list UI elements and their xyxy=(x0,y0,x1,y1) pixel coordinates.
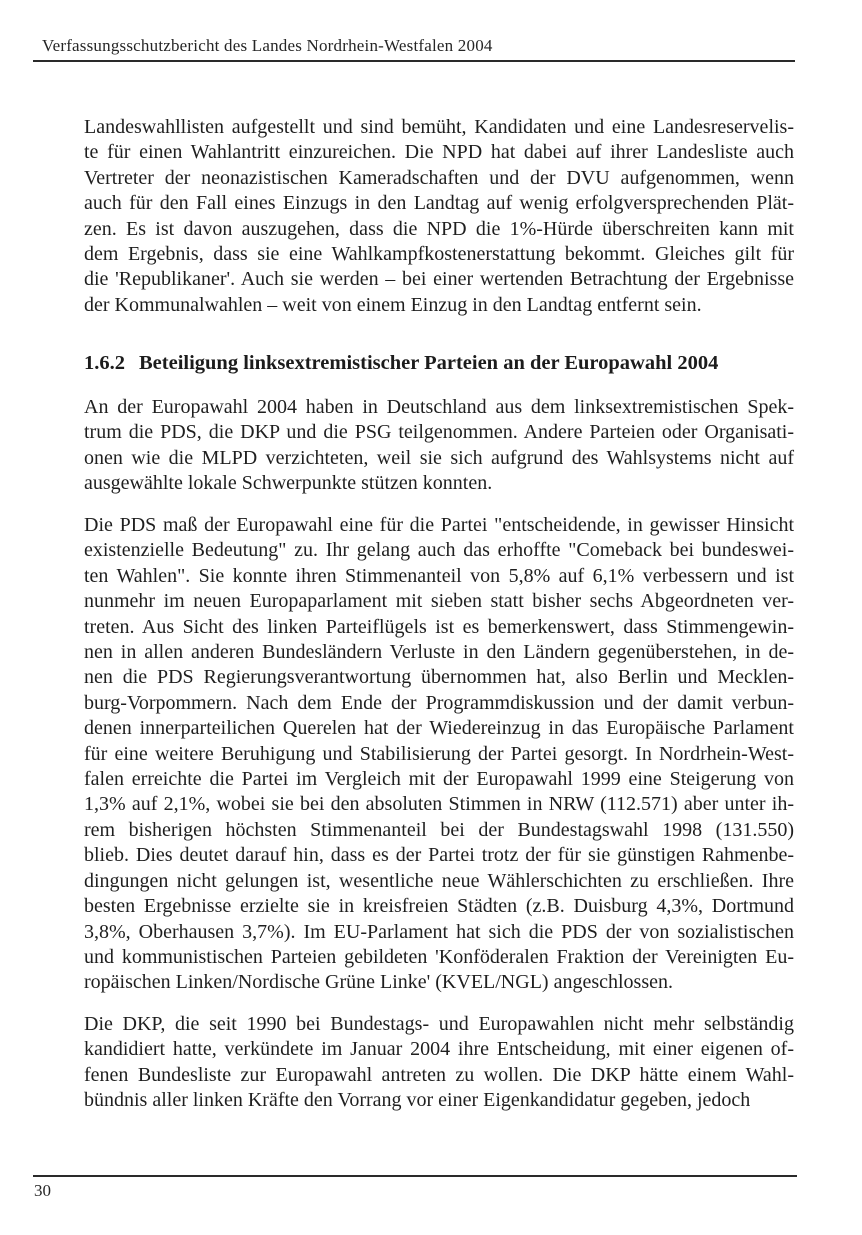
paragraph-dkp-kandidatur xyxy=(84,1012,794,1114)
header-rule xyxy=(33,60,795,62)
text-line: die 'Republikaner'. Auch sie werden – bei einer wertenden Betrachtung der Ergebnisse xyxy=(84,268,794,291)
text-line: 3,8%, Oberhausen 3,7%). Im EU-Parlament hat sich die PDS der von sozialistischen xyxy=(84,920,794,943)
text-line: trum die PDS, die DKP und die PSG teilgenommen. Andere Parteien oder Organisati- xyxy=(84,421,794,444)
text-line: Die DKP, die seit 1990 bei Bundestags- und Europawahlen nicht mehr selbständig xyxy=(84,1013,794,1035)
text-line: existenzielle Bedeutung" zu. Ihr gelang auch das erhoffte "Comeback bei bundeswei- xyxy=(84,539,794,562)
text-line: ausgewählte lokale Schwerpunkte stützen konnten. xyxy=(84,472,493,495)
text-line: und kommunistischen Parteien gebildeten 'Konföderalen Fraktion der Vereinigten Eu- xyxy=(84,945,794,968)
text-line: der Kommunalwahlen – weit von einem Einzug in den Landtag entfernt sein. xyxy=(84,293,702,316)
text-line: An der Europawahl 2004 haben in Deutschland aus dem linksextremistischen Spek- xyxy=(84,396,794,418)
text-line: für eine weitere Beruhigung und Stabilisierung der Partei gesorgt. In Nordrhein-West- xyxy=(84,742,794,765)
text-line: ten Wahlen". Sie konnte ihren Stimmenanteil von 5,8% auf 6,1% verbessern und ist xyxy=(84,564,794,587)
running-header-title: Verfassungsschutzbericht des Landes Nordrhein-Westfalen 2004 xyxy=(42,36,493,55)
text-line: dingungen nicht gelungen ist, wesentliche neue Wählerschichten zu erschließen. Ihre xyxy=(84,869,794,892)
text-line: nen in allen anderen Bundesländern Verluste in den Ländern gegenüberstehen, in de- xyxy=(84,641,794,664)
text-line: burg-Vorpommern. Nach dem Ende der Programmdiskussion und der damit verbun- xyxy=(84,691,794,714)
paragraph-npd-landeswahllisten xyxy=(84,115,794,318)
text-line: nunmehr im neuen Europaparlament mit sieben statt bisher sechs Abgeordneten ver- xyxy=(84,590,794,613)
text-line: 1,3% auf 2,1%, wobei sie bei den absoluten Stimmen in NRW (112.571) aber unter ih- xyxy=(84,793,794,816)
text-line: denen innerparteilichen Querelen hat der Wiedereinzug in das Europäische Parlament xyxy=(84,717,794,740)
text-line: kandidiert hatte, verkündete im Januar 2004 ihre Entscheidung, mit einer eigenen of- xyxy=(84,1038,794,1061)
text-line: ropäischen Linken/Nordische Grüne Linke' (KVEL/NGL) angeschlossen. xyxy=(84,971,673,994)
section-number: 1.6.2 xyxy=(84,352,125,374)
section-heading-1-6-2 xyxy=(84,350,824,376)
text-line: dem Ergebnis, dass sie eine Wahlkampfkostenerstattung bekommt. Gleiches gilt für xyxy=(84,243,794,266)
text-line: Die PDS maß der Europawahl eine für die Partei "entscheidende, in gewisser Hinsicht xyxy=(84,514,794,536)
text-line: Landeswahllisten aufgestellt und sind bemüht, Kandidaten und eine Landesreservelis- xyxy=(84,116,794,138)
text-line: treten. Aus Sicht des linken Parteiflügels ist es bemerkenswert, dass Stimmengewin- xyxy=(84,615,794,638)
section-title: Beteiligung linksextremistischer Parteien an der Europawahl 2004 xyxy=(139,352,719,374)
text-line: falen erreichte die Partei im Vergleich mit der Europawahl 1999 eine Steigerung von xyxy=(84,768,794,791)
text-line: fenen Bundesliste zur Europawahl antreten zu wollen. Die DKP hätte einem Wahl- xyxy=(84,1063,794,1086)
text-line: nen die PDS Regierungsverantwortung übernommen hat, also Berlin und Mecklen- xyxy=(84,666,794,689)
text-line: Vertreter der neonazistischen Kameradschaften und der DVU aufgenommen, wenn xyxy=(84,166,794,189)
text-line: te für einen Wahlantritt einzureichen. Die NPD hat dabei auf ihrer Landesliste auch xyxy=(84,141,794,164)
text-line: blieb. Dies deutet darauf hin, dass es der Partei trotz der für sie günstigen Rahmenbe- xyxy=(84,844,794,867)
page-number: 30 xyxy=(34,1181,51,1200)
text-line: auch für den Fall eines Einzugs in den Landtag auf wenig erfolgversprechenden Plät- xyxy=(84,192,794,215)
paragraph-pds-ergebnisse xyxy=(84,513,794,996)
paragraph-europawahl-teilnahme xyxy=(84,395,794,497)
footer-rule xyxy=(33,1175,797,1177)
text-line: besten Ergebnisse erzielte sie in kreisfreien Städten (z.B. Duisburg 4,3%, Dortmund xyxy=(84,895,794,918)
text-line: onen wie die MLPD verzichteten, weil sie sich aufgrund des Wahlsystems nicht auf xyxy=(84,446,794,469)
text-line: bündnis aller linken Kräfte den Vorrang vor einer Eigenkandidatur gegeben, jedoch xyxy=(84,1089,751,1112)
text-line: rem bisherigen höchsten Stimmenanteil bei der Bundestagswahl 1998 (131.550) xyxy=(84,818,794,841)
text-line: zen. Es ist davon auszugehen, dass die NPD die 1%-Hürde überschreiten kann mit xyxy=(84,217,794,240)
